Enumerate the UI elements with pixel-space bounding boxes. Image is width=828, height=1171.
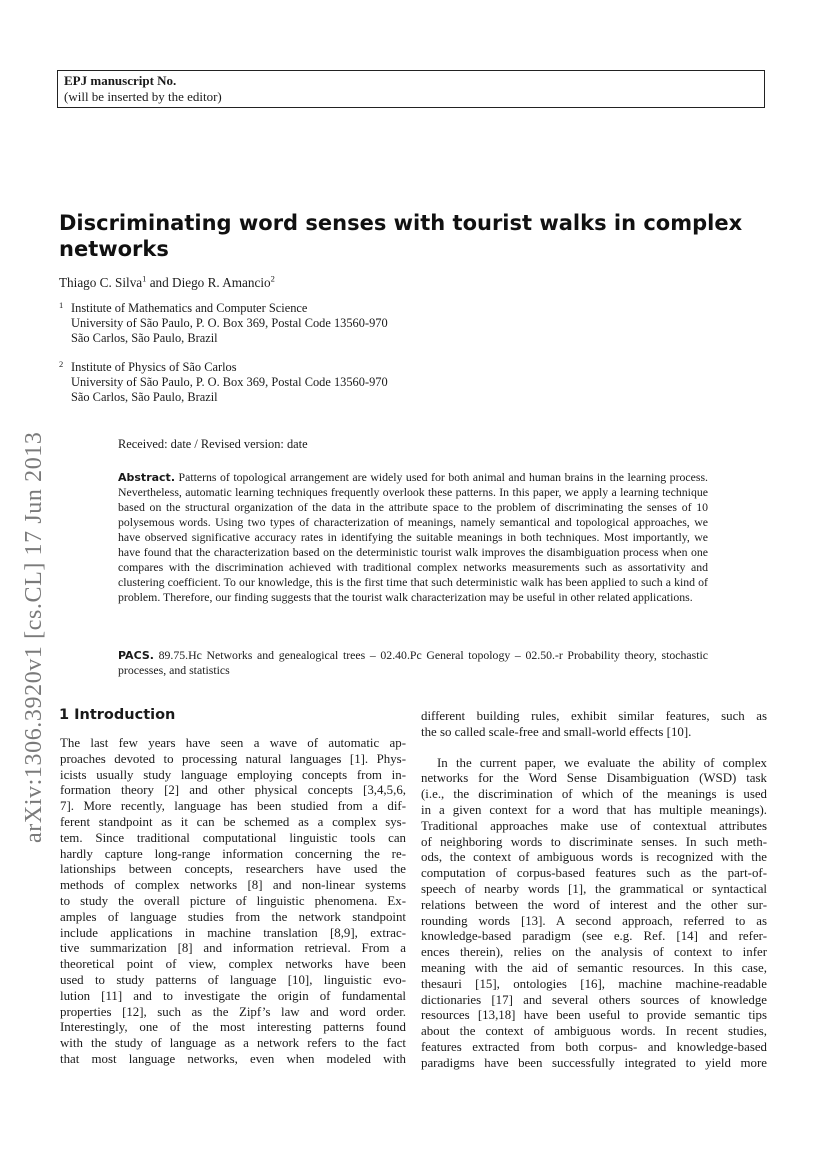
- text-line: rounding words [13]. A second approach, referred to as: [421, 913, 767, 928]
- text-line: include applications in machine translation [8,9], extrac-: [60, 925, 406, 940]
- received-date: Received: date / Revised version: date: [118, 437, 308, 451]
- text-line: thesauri [15], ontologies [16], machine machine-readable: [421, 976, 767, 991]
- text-line: (i.e., the discrimination of which of the meanings is used: [421, 787, 767, 802]
- affiliation-1: [59, 301, 388, 346]
- text-line: resources [13,18] have been useful to provide semantic tips: [421, 1008, 767, 1023]
- right-column-paragraph-1: [421, 709, 767, 741]
- text-line: about the context of ambiguous words. In recent studies,: [421, 1024, 767, 1039]
- text-line: properties [12], such as the Zipf’s law and word order.: [60, 1004, 406, 1019]
- text-line: paradigms have been successfully integrated to yield more: [421, 1055, 767, 1070]
- text-line: Traditional approaches make use of contextual attributes: [421, 818, 767, 833]
- text-line: of neighboring words to discriminate senses. In such meth-: [421, 834, 767, 849]
- text-line: theoretical point of view, complex networks have been: [60, 957, 406, 972]
- author-conjunction: and: [146, 275, 173, 290]
- text-line: Interestingly, one of the most interesting patterns found: [60, 1020, 406, 1035]
- section-heading: 1 Introduction: [59, 707, 176, 723]
- text-line: used to study patterns of language [10], linguistic evo-: [60, 972, 406, 987]
- author-2-affil: 2: [270, 273, 275, 284]
- affiliation-line: Institute of Mathematics and Computer Science: [71, 301, 308, 315]
- abstract: [118, 470, 708, 605]
- text-line: lationships between concepts, researchers have used the: [60, 862, 406, 877]
- text-line: networks for the Word Sense Disambiguation (WSD) task: [421, 771, 767, 786]
- editor-note: (will be inserted by the editor): [64, 89, 222, 104]
- text-line: relations between the word of interest and the other sur-: [421, 897, 767, 912]
- pacs-text: 89.75.Hc Networks and genealogical trees – 02.40.Pc General topology – 02.50.-r Probability theory, stochastic processes, and statistics: [118, 648, 708, 677]
- text-line: computation of corpus-based features such as the part-of-: [421, 866, 767, 881]
- text-line: speech of nearby words [1], the grammatical or syntactical: [421, 881, 767, 896]
- pacs: [118, 648, 708, 678]
- text-line: the so called scale-free and small-world effects [10].: [421, 724, 692, 739]
- arxiv-stamp: arXiv:1306.3920v1 [cs.CL] 17 Jun 2013: [21, 431, 47, 843]
- text-line: In the current paper, we evaluate the ability of complex: [437, 755, 767, 770]
- author-line: [59, 275, 275, 291]
- author-2: Diego R. Amancio: [172, 275, 271, 290]
- text-line: knowledge-based paradigm (see e.g. Ref. [14] and refer-: [421, 929, 767, 944]
- affiliation-line: University of São Paulo, P. O. Box 369, Postal Code 13560-970: [71, 375, 388, 389]
- affiliation-2: [59, 360, 388, 405]
- text-line: lution [11] and to investigate the origin of fundamental: [60, 988, 406, 1003]
- affiliation-number: 1: [59, 300, 64, 310]
- text-line: different building rules, exhibit similar features, such as: [421, 709, 767, 723]
- right-column: [421, 709, 767, 1072]
- abstract-label: Abstract.: [118, 471, 175, 484]
- text-line: tem. Since traditional computational linguistic tools can: [60, 830, 406, 845]
- text-line: meaning with the aid of semantic resources. In this case,: [421, 960, 767, 975]
- text-line: methods of complex networks [8] and non-linear systems: [60, 878, 406, 893]
- affiliation-line: Institute of Physics of São Carlos: [71, 360, 237, 374]
- text-line: features extracted from both corpus- and knowledge-based: [421, 1039, 767, 1054]
- text-line: that most language networks, even when modeled with: [60, 1051, 406, 1066]
- left-column-text: [60, 736, 406, 1068]
- left-column: [60, 736, 406, 1068]
- affiliation-line: São Carlos, São Paulo, Brazil: [71, 390, 218, 404]
- text-line: with the study of language as a network refers to the fact: [60, 1036, 406, 1051]
- text-line: tive summarization [8] and information retrieval. From a: [60, 941, 406, 956]
- text-line: amples of language studies from the network standpoint: [60, 909, 406, 924]
- author-1-affil: 1: [142, 273, 147, 284]
- text-line: 7]. More recently, language has been studied from a dif-: [60, 799, 406, 814]
- manuscript-header-box: [57, 70, 765, 108]
- text-line: hardly capture long-range information concerning the re-: [60, 846, 406, 861]
- paper-title: Discriminating word senses with tourist walks in complex networks: [59, 211, 743, 261]
- text-line: The last few years have seen a wave of automatic ap-: [60, 736, 406, 750]
- affiliation-line: São Carlos, São Paulo, Brazil: [71, 331, 218, 345]
- text-line: dictionaries [17] and several others sources of knowledge: [421, 992, 767, 1007]
- abstract-text: Patterns of topological arrangement are widely used for both animal and human brains in the learning process. Nevertheless, automatic learning techniques frequently overlook these patterns. In this paper, we apply a learning technique based on the structural organization of the data in the attribute space to the problem of discriminating the senses of 10 polysemous words. Using two types of characterization of meanings, namely semantical and topological approaches, we have observed significative accuracy rates in identifying the suitable meanings in both techniques. Most importantly, we have found that the characterization based on the deterministic tourist walk improves the disambiguation process when one compares with the discrimination achieved with traditional complex networks measurements such as assortativity and clustering coefficient. To our knowledge, this is the first time that such deterministic walk has been applied to such a kind of problem. Therefore, our finding suggests that the tourist walk characterization may be useful in other related applications.: [118, 470, 709, 604]
- text-line: icists usually study language employing concepts from in-: [60, 767, 406, 782]
- pacs-label: PACS.: [118, 649, 154, 662]
- affiliation-line: University of São Paulo, P. O. Box 369, Postal Code 13560-970: [71, 316, 388, 330]
- text-line: ferent standpoint as it can be schemed as a complex sys-: [60, 814, 406, 829]
- right-column-paragraph-2: [421, 756, 767, 1072]
- text-line: to study the overall picture of linguistic phenomena. Ex-: [60, 893, 406, 908]
- text-line: ences therein), relies on the analysis of context to infer: [421, 945, 767, 960]
- text-line: proaches devoted to processing natural languages [1]. Phys-: [60, 751, 406, 766]
- affiliation-number: 2: [59, 359, 64, 369]
- text-line: ods, the context of ambiguous words is recognized with the: [421, 850, 767, 865]
- author-1: Thiago C. Silva: [59, 275, 143, 290]
- text-line: in a given context for a word that has multiple meanings).: [421, 802, 767, 817]
- text-line: formation theory [2] and other physical concepts [3,4,5,6,: [60, 783, 406, 798]
- manuscript-label: EPJ manuscript No.: [64, 73, 177, 88]
